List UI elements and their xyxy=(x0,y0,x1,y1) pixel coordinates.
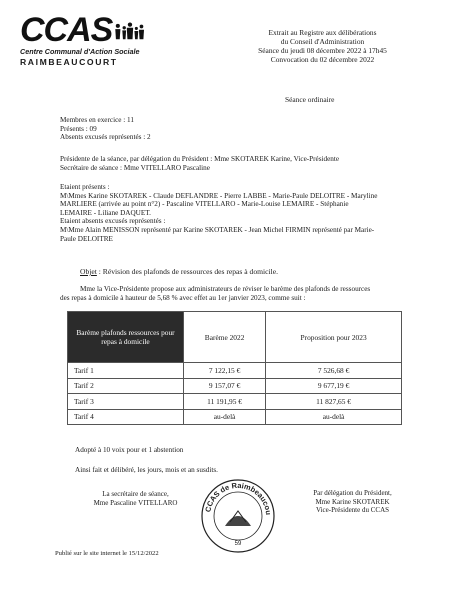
column-header-2023: Proposition pour 2023 xyxy=(266,312,402,363)
president-signature-block xyxy=(290,489,415,515)
value-2022: 11 191,95 € xyxy=(184,394,266,410)
proposal-text xyxy=(60,285,405,303)
header-line-3: Séance du jeudi 08 décembre 2022 à 17h45 xyxy=(258,46,387,55)
secretary-title: La secrétaire de séance, xyxy=(102,490,169,498)
closing-formula: Ainsi fait et délibéré, les jours, mois et an susdits. xyxy=(75,466,218,474)
president-name: Mme Karine SKOTAREK xyxy=(315,497,390,506)
official-stamp xyxy=(200,478,276,554)
table-header-label: Barème plafonds ressources pour repas à domicile xyxy=(68,312,184,363)
logo-name: CCAS xyxy=(20,11,113,49)
table-row xyxy=(68,363,402,379)
table-row xyxy=(68,394,402,410)
subject-label: Objet xyxy=(80,267,97,276)
value-2023: 9 677,19 € xyxy=(266,378,402,394)
row-label: Tarif 1 xyxy=(68,363,184,379)
value-2022: 9 157,07 € xyxy=(184,378,266,394)
absents-heading: Etaient absents excusés représentés : xyxy=(60,217,166,226)
absents-line-2: Paule DELOITRE xyxy=(60,234,113,243)
session-type: Séance ordinaire xyxy=(285,95,335,104)
row-label: Tarif 4 xyxy=(68,409,184,425)
table-row xyxy=(68,409,402,425)
ccas-logo xyxy=(20,11,145,67)
publication-note: Publié sur le site internet le 15/12/2022 xyxy=(55,550,159,557)
logo-subtitle: Centre Communal d'Action Sociale xyxy=(20,47,140,56)
subject-text: : Révision des plafonds de ressources des repas à domicile. xyxy=(96,267,279,276)
presents-heading: Etaient présents : xyxy=(60,183,110,191)
value-2023: 7 526,68 € xyxy=(266,363,402,379)
svg-text:CCAS de Raimbeaucourt: CCAS de Raimbeaucou xyxy=(203,480,274,516)
secretary-signature-block xyxy=(78,490,193,507)
row-label: Tarif 2 xyxy=(68,378,184,394)
members-in-office: Membres en exercice : 11 xyxy=(60,116,134,124)
header-line-2: du Conseil d'Administration xyxy=(280,37,365,46)
svg-text:59: 59 xyxy=(234,541,242,547)
table-header-row xyxy=(68,312,402,363)
presidence-line-2: Secrétaire de séance : Mme VITELLARO Pascaline xyxy=(60,163,210,172)
value-2023: 11 827,65 € xyxy=(266,394,402,410)
president-delegation: Par délégation du Président, xyxy=(313,489,392,497)
family-icon xyxy=(114,16,145,46)
attendance-block xyxy=(60,183,405,243)
vote-result: Adopté à 10 voix pour et 1 abstention xyxy=(75,446,184,454)
absents-line-1: M\Mme Alain MENISSON représenté par Karine SKOTAREK - Jean Michel FIRMIN représenté par Marie- xyxy=(60,225,375,234)
logo-town: RAIMBEAUCOURT xyxy=(20,57,118,67)
value-2022: 7 122,15 € xyxy=(184,363,266,379)
column-header-2022: Barème 2022 xyxy=(184,312,266,363)
row-label: Tarif 3 xyxy=(68,394,184,410)
secretary-name: Mme Pascaline VITELLARO xyxy=(93,498,178,507)
header-line-4: Convocation du 02 décembre 2022 xyxy=(270,55,375,64)
fees-table xyxy=(67,311,402,425)
header-line-1: Extrait au Registre aux délibérations xyxy=(268,28,377,37)
proposal-line-1: Mme la Vice-Présidente propose aux administrateurs de réviser le barème des plafonds de ressources xyxy=(80,285,371,293)
presents-line-3: LEMAIRE - Liliane DAQUET. xyxy=(60,208,151,217)
presents-line-2: MARLIERE (arrivée au point n°2) - Pascaline VITELLARO - Marie-Louise LEMAIRE - Stéphanie xyxy=(60,200,349,209)
members-count xyxy=(60,116,151,142)
presents-line-1: M\Mmes Karine SKOTAREK - Claude DEFLANDRE - Pierre LABBE - Marie-Paule DELOITRE - Maryline xyxy=(60,191,378,200)
subject-line xyxy=(80,267,278,276)
president-title: Vice-Présidente du CCAS xyxy=(315,506,390,515)
presidence-line-1: Présidente de la séance, par délégation du Président : Mme SKOTAREK Karine, Vice-Présidente xyxy=(60,155,340,163)
value-2023: au-delà xyxy=(266,409,402,425)
value-2022: au-delà xyxy=(184,409,266,425)
members-present: Présents : 09 xyxy=(60,124,97,133)
document-header xyxy=(240,28,405,64)
members-excused: Absents excusés représentés : 2 xyxy=(60,133,151,142)
proposal-line-2: des repas à domicile à hauteur de 5,68 % avec effet au 1er janvier 2023, comme suit : xyxy=(60,294,306,302)
table-row xyxy=(68,378,402,394)
presidence-block xyxy=(60,155,400,172)
